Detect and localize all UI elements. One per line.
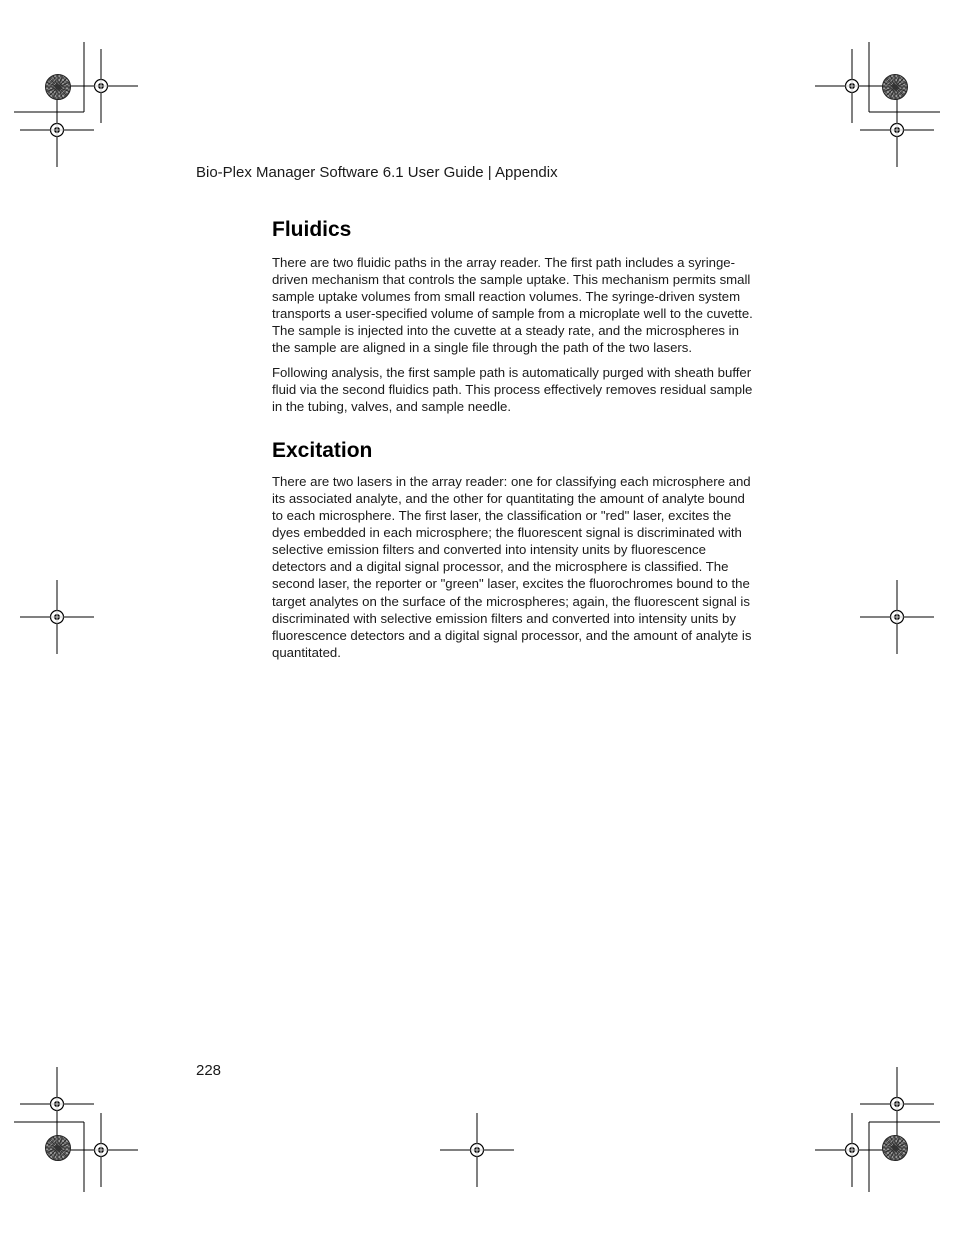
paragraph-fluidics-1: There are two fluidic paths in the array reader. The first path includes a syringe-driven mechanism that controls the sample uptake. This mechanism permits small sample uptake volumes from small reaction volumes. The syringe-driven system transports a user-specified volume of sample from a microplate well to the cuvette. The sample is injected into the cuvette at a steady rate, and the microspheres in the sample are aligned in a single file through the path of the two lasers. (272, 255, 753, 356)
section-heading-excitation: Excitation (272, 438, 373, 462)
section-fluidics (272, 216, 757, 415)
section-excitation (272, 437, 757, 661)
page-number: 228 (196, 1062, 222, 1079)
section-heading-fluidics: Fluidics (272, 218, 352, 241)
running-header: Bio-Plex Manager Software 6.1 User Guide | Appendix (196, 164, 558, 181)
paragraph-excitation-1: There are two lasers in the array reader: one for classifying each microsphere and its associated analyte, and the other for quantitating the amount of analyte bound to each microsphere. The first laser, the classification or "red" laser, excites the dyes embedded in each microsphere; the fluorescent signal is discriminated with selective emission filters and converted into intensity units by fluorescence detectors and a digital signal processor, and the microsphere is classified. The second laser, the reporter or "green" laser, excites the fluorochromes bound to the target analytes on the surface of the microspheres; again, the fluorescent signal is discriminated with selective emission filters and converted into intensity units by fluorescence detectors and a digital signal processor, and the amount of analyte is quantitated. (272, 473, 752, 660)
page-content (272, 216, 757, 661)
paragraph-fluidics-2: Following analysis, the first sample path is automatically purged with sheath buffer fluid via the second fluidics path. This process effectively removes residual sample in the tubing, valves, and sample needle. (272, 364, 753, 414)
